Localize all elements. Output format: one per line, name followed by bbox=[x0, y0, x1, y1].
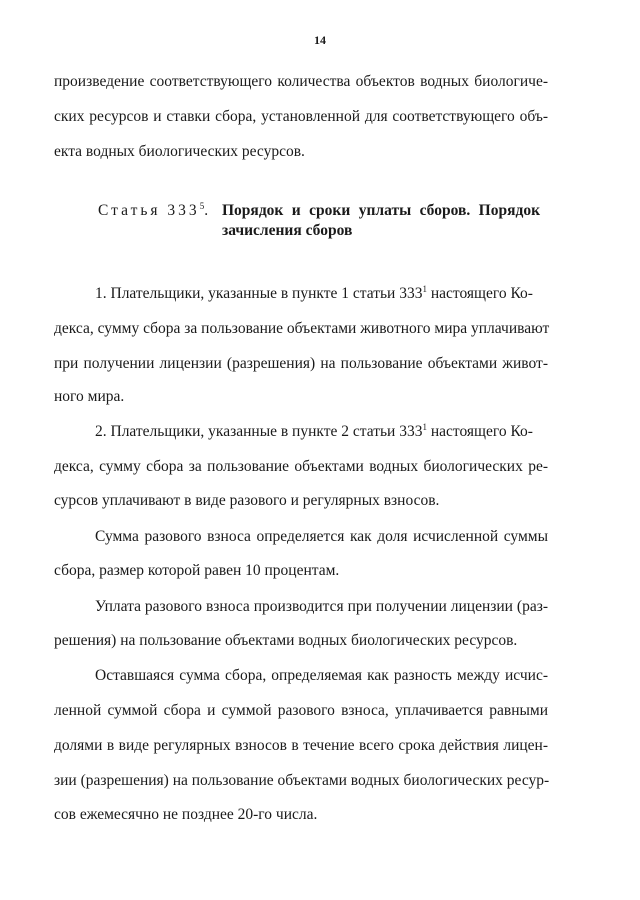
article-label bbox=[98, 201, 211, 220]
p1-line-1 bbox=[95, 284, 548, 304]
article-title-line-1: Порядок и сроки уплаты сборов. Порядок bbox=[222, 202, 540, 219]
p3-line-1: Сумма разового взноса определяется как доля исчисленной суммы bbox=[95, 528, 548, 545]
p5-line-4: зии (разрешения) на пользование объектами водных биологических ресур- bbox=[54, 772, 550, 789]
p2-line-1-a: 2. Плательщики, указанные в пункте 2 статьи 333 bbox=[95, 423, 423, 440]
p2-line-1 bbox=[95, 422, 548, 442]
p1-line-1-b: настоящего Ко- bbox=[426, 285, 533, 302]
intro-line-1: произведение соответствующего количества объектов водных биологиче- bbox=[54, 73, 548, 90]
p2-line-1-b: настоящего Ко- bbox=[426, 423, 533, 440]
p2-line-2: декса, сумму сбора за пользование объектами водных биологических ре- bbox=[54, 458, 548, 475]
p5-line-3: долями в виде регулярных взносов в течение всего срока действия лицен- bbox=[54, 737, 548, 754]
p1-line-1-sup: 1 bbox=[422, 284, 427, 294]
p5-line-5: сов ежемесячно не позднее 20-го числа. bbox=[54, 806, 318, 823]
p1-line-4: ного мира. bbox=[54, 388, 125, 405]
page-number: 14 bbox=[314, 33, 326, 47]
intro-line-3: екта водных биологических ресурсов. bbox=[54, 143, 305, 160]
article-heading bbox=[98, 199, 548, 243]
article-label-text: Статья 333 bbox=[98, 202, 200, 219]
article-label-sup: 5 bbox=[199, 201, 205, 211]
p4-line-2: решения) на пользование объектами водных биологических ресурсов. bbox=[54, 632, 518, 649]
intro-line-2: ских ресурсов и ставки сбора, установленной для соответствующего объ- bbox=[54, 108, 548, 125]
p2-line-3: сурсов уплачивают в виде разового и регулярных взносов. bbox=[54, 492, 440, 509]
p3-line-2: сбора, размер которой равен 10 процентам. bbox=[54, 562, 340, 579]
p5-line-1: Оставшаяся сумма сбора, определяемая как разность между исчис- bbox=[95, 667, 548, 684]
p1-line-2: декса, сумму сбора за пользование объектами животного мира уплачивают bbox=[54, 320, 550, 337]
p4-line-1: Уплата разового взноса производится при получении лицензии (раз- bbox=[95, 598, 548, 615]
p1-line-1-a: 1. Плательщики, указанные в пункте 1 статьи 333 bbox=[95, 285, 423, 302]
article-title-line-2: зачисления сборов bbox=[222, 222, 353, 239]
p2-line-1-sup: 1 bbox=[422, 422, 427, 432]
article-label-dot: . bbox=[204, 202, 212, 219]
article-title bbox=[222, 201, 540, 241]
p5-line-2: ленной суммой сбора и суммой разового взноса, уплачивается равными bbox=[54, 702, 548, 719]
p1-line-3: при получении лицензии (разрешения) на пользование объектами живот- bbox=[54, 355, 548, 372]
